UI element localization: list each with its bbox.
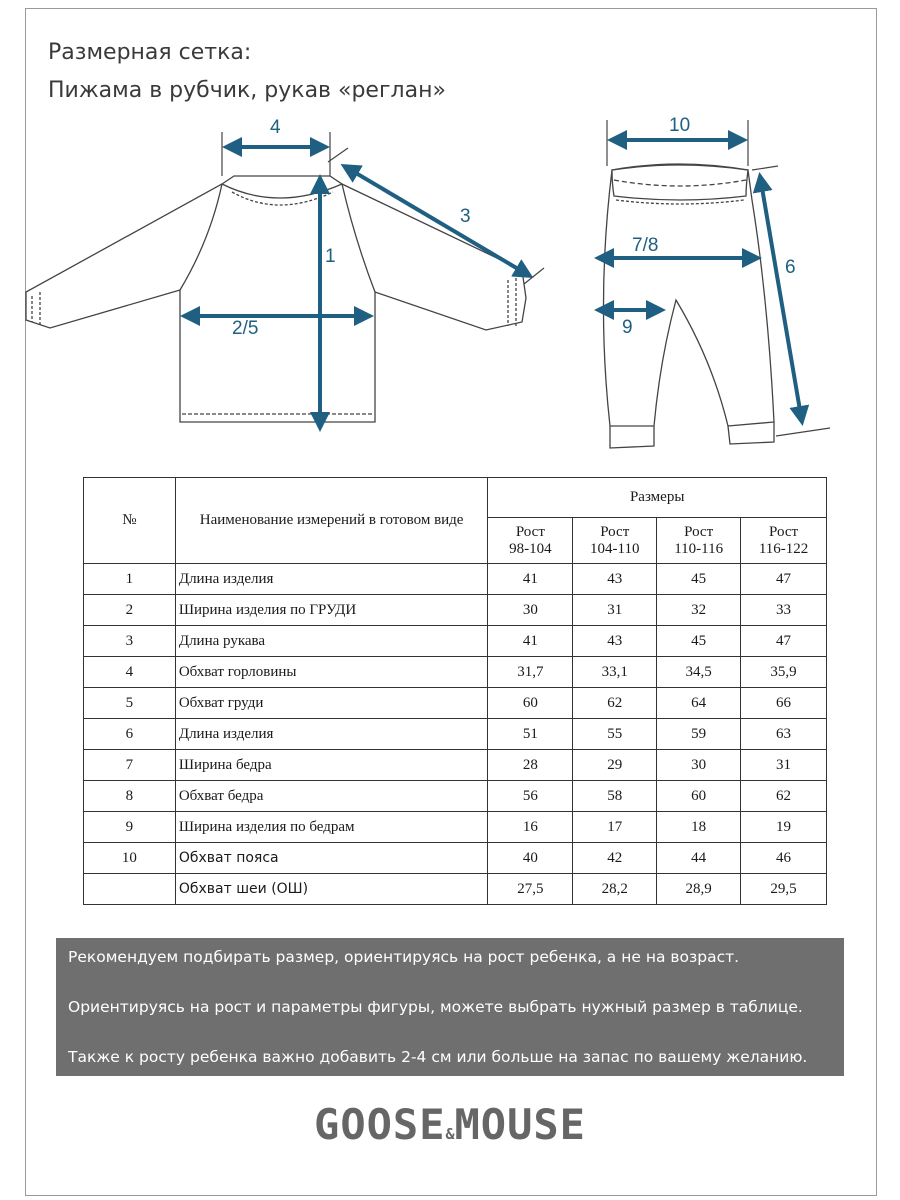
cell-value: 43 <box>573 564 657 595</box>
cell-value: 58 <box>573 781 657 812</box>
row-name: Ширина изделия по бедрам <box>175 812 488 843</box>
cell-value: 45 <box>657 626 741 657</box>
cell-value: 30 <box>657 750 741 781</box>
row-name: Ширина бедра <box>175 750 488 781</box>
cell-value: 63 <box>741 719 827 750</box>
row-number <box>84 874 176 905</box>
recommendation-line-2: Ориентируясь на рост и параметры фигуры, можете выбрать нужный размер в таблице. <box>68 998 803 1016</box>
size-header: Рост 110-116 <box>657 518 741 564</box>
cell-value: 55 <box>573 719 657 750</box>
cell-value: 62 <box>573 688 657 719</box>
size-header: Рост 98-104 <box>488 518 573 564</box>
cell-value: 42 <box>573 843 657 874</box>
table-row <box>84 626 827 657</box>
cell-value: 62 <box>741 781 827 812</box>
shirt-outline <box>26 176 526 422</box>
row-name: Обхват шеи (ОШ) <box>175 874 488 905</box>
row-number: 7 <box>84 750 176 781</box>
table-row <box>84 595 827 626</box>
size-header: Рост 116-122 <box>741 518 827 564</box>
table-row <box>84 657 827 688</box>
brand-logo: GOOSE&MOUSE <box>314 1100 586 1149</box>
garment-diagram <box>0 0 900 470</box>
dim-label-6: 6 <box>785 257 796 278</box>
cell-value: 60 <box>488 688 573 719</box>
dim-label-9: 9 <box>622 317 633 338</box>
cell-value: 29,5 <box>741 874 827 905</box>
cell-value: 27,5 <box>488 874 573 905</box>
table-row <box>84 874 827 905</box>
dim-label-1: 1 <box>325 246 336 267</box>
row-name: Обхват пояса <box>175 843 488 874</box>
table-row <box>84 719 827 750</box>
cell-value: 40 <box>488 843 573 874</box>
cell-value: 35,9 <box>741 657 827 688</box>
row-number: 3 <box>84 626 176 657</box>
row-name: Длина изделия <box>175 564 488 595</box>
cell-value: 16 <box>488 812 573 843</box>
cell-value: 18 <box>657 812 741 843</box>
table-row <box>84 750 827 781</box>
cell-value: 46 <box>741 843 827 874</box>
cell-value: 32 <box>657 595 741 626</box>
cell-value: 43 <box>573 626 657 657</box>
cell-value: 28,9 <box>657 874 741 905</box>
cell-value: 47 <box>741 564 827 595</box>
cell-value: 19 <box>741 812 827 843</box>
row-name: Длина рукава <box>175 626 488 657</box>
size-table <box>83 477 827 905</box>
cell-value: 33,1 <box>573 657 657 688</box>
row-number: 4 <box>84 657 176 688</box>
col-header-name: Наименование измерений в готовом виде <box>175 478 488 564</box>
row-name: Обхват горловины <box>175 657 488 688</box>
cell-value: 28 <box>488 750 573 781</box>
cell-value: 41 <box>488 626 573 657</box>
cell-value: 66 <box>741 688 827 719</box>
recommendation-line-3: Также к росту ребенка важно добавить 2-4 см или больше на запас по вашему желанию. <box>68 1048 808 1066</box>
table-row <box>84 843 827 874</box>
cell-value: 34,5 <box>657 657 741 688</box>
table-row <box>84 564 827 595</box>
cell-value: 17 <box>573 812 657 843</box>
cell-value: 44 <box>657 843 741 874</box>
cell-value: 64 <box>657 688 741 719</box>
dim-label-3: 3 <box>460 206 471 227</box>
dim-label-4: 4 <box>270 117 281 138</box>
dim-label-10: 10 <box>669 115 691 136</box>
cell-value: 59 <box>657 719 741 750</box>
table-row <box>84 688 827 719</box>
dim-label-7-8: 7/8 <box>632 235 659 256</box>
row-number: 10 <box>84 843 176 874</box>
recommendation-line-1: Рекомендуем подбирать размер, ориентируясь на рост ребенка, а не на возраст. <box>68 948 740 966</box>
size-header: Рост 104-110 <box>573 518 657 564</box>
row-name: Обхват груди <box>175 688 488 719</box>
row-number: 9 <box>84 812 176 843</box>
cell-value: 30 <box>488 595 573 626</box>
row-number: 6 <box>84 719 176 750</box>
row-number: 2 <box>84 595 176 626</box>
row-number: 8 <box>84 781 176 812</box>
row-number: 5 <box>84 688 176 719</box>
col-header-sizes: Размеры <box>488 478 827 518</box>
shirt-arrows <box>184 147 530 428</box>
dim-label-2-5: 2/5 <box>232 318 259 339</box>
cell-value: 29 <box>573 750 657 781</box>
shirt-ticks <box>222 132 544 284</box>
table-row <box>84 781 827 812</box>
cell-value: 45 <box>657 564 741 595</box>
cell-value: 28,2 <box>573 874 657 905</box>
cell-value: 31 <box>741 750 827 781</box>
cell-value: 60 <box>657 781 741 812</box>
cell-value: 51 <box>488 719 573 750</box>
cell-value: 31 <box>573 595 657 626</box>
page-subtitle: Пижама в рубчик, рукав «реглан» <box>48 78 446 103</box>
row-name: Обхват бедра <box>175 781 488 812</box>
recommendation-box <box>56 938 844 1076</box>
table-row <box>84 812 827 843</box>
cell-value: 31,7 <box>488 657 573 688</box>
cell-value: 41 <box>488 564 573 595</box>
page-title: Размерная сетка: <box>48 40 252 65</box>
row-name: Длина изделия <box>175 719 488 750</box>
row-number: 1 <box>84 564 176 595</box>
cell-value: 47 <box>741 626 827 657</box>
pants-outline <box>603 164 774 448</box>
row-name: Ширина изделия по ГРУДИ <box>175 595 488 626</box>
col-header-number: № <box>84 478 176 564</box>
cell-value: 33 <box>741 595 827 626</box>
cell-value: 56 <box>488 781 573 812</box>
